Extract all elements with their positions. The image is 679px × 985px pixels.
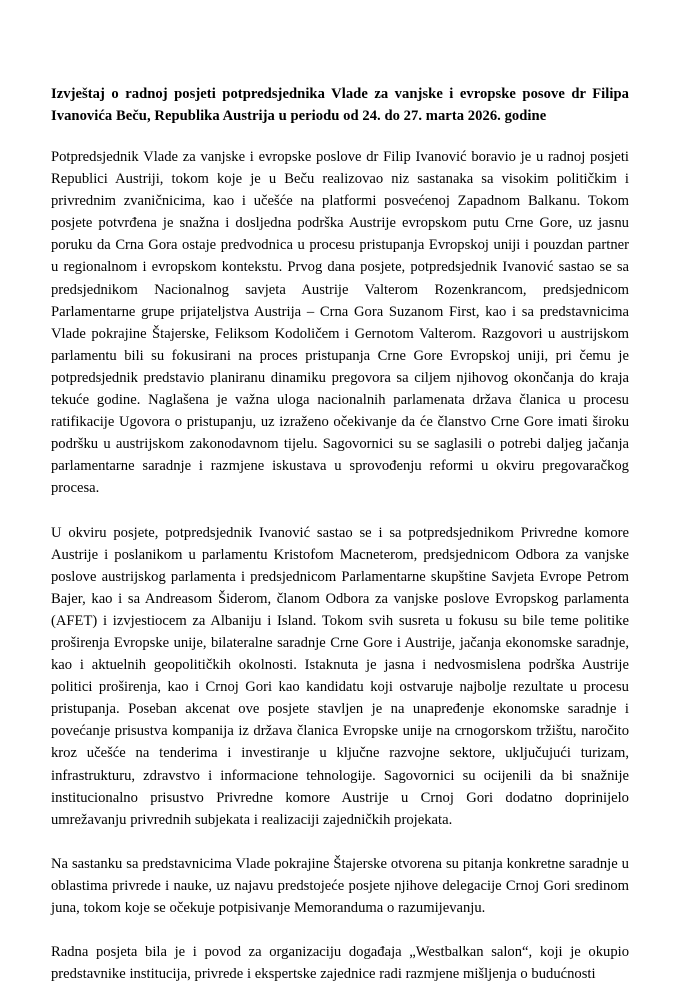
paragraph-3: Na sastanku sa predstavnicima Vlade pokrajine Štajerske otvorena su pitanja konkretne saradnje u oblastima privrede i nauke, uz najavu predstojeće posjete njihove delegacije Crnoj Gori sredinom juna, tokom koje se očekuje potpisivanje Memoranduma o razumijevanju.: [51, 855, 629, 916]
document-title: Izvještaj o radnoj posjeti potpredsjednika Vlade za vanjske i evropske posove dr Filipa Ivanovića Beču, Republika Austrija u periodu od 24. do 27. marta 2026. godine: [51, 86, 629, 124]
document-body: [51, 84, 629, 985]
paragraph-2: U okviru posjete, potpredsjednik Ivanović sastao se i sa potpredsjednikom Privredne komore Austrije i poslanikom u parlamentu Kristofom Macneterom, predsjednicom Odbora za vanjske poslove austrijskog parlamenta i predsjednicom Parlamentarne skupštine Savjeta Evrope Petrom Bajer, kao i sa Andreasom Šiderom, članom Odbora za vanjske poslove Evropskog parlamenta (AFET) i izvjestiocem za Albaniju i Island. Tokom svih susreta u fokusu su bile teme politike proširenja Evropske unije, bilateralne saradnje Crne Gore i Austrije, jačanja ekonomske saradnje, kao i aktuelnih geopolitičkih okolnosti. Istaknuta je jasna i nedvosmislena podrška Austrije politici proširenja, kao i Crnoj Gori kao kandidatu koji ostvaruje najbolje rezultate u procesu pristupanja. Poseban akcenat ove posjete stavljen je na unapređenje ekonomske saradnje i povećanje prisustva kompanija iz država članica Evropske unije na crnogorskom tržištu, naročito kroz učešće na tenderima i investiranje u ključne razvojne sektore, uključujući turizam, infrastrukturu, zdravstvo i informacione tehnologije. Sagovornici su ocijenili da bi snažnije institucionalno prisustvo Privredne komore Austrije u Crnoj Gori dodatno doprinijelo umrežavanju privrednih subjekata i realizaciji zajedničkih projekata.: [51, 524, 629, 828]
paragraph-1: Potpredsjednik Vlade za vanjske i evropske poslove dr Filip Ivanović boravio je u radnoj posjeti Republici Austriji, tokom koje je u Beču realizovao niz sastanaka sa visokim političkim i privrednim zvaničnicima, kao i učešće na platformi posvećenoj Zapadnom Balkanu. Tokom posjete potvrđena je snažna i dosljedna podrška Austrije evropskom putu Crne Gore, uz jasnu poruku da Crna Gora ostaje predvodnica u procesu pristupanja Evropskoj uniji i pouzdan partner u regionalnom i evropskom kontekstu. Prvog dana posjete, potpredsjednik Ivanović sastao se sa predsjednikom Nacionalnog savjeta Austrije Valterom Rozenkrancom, predsjednicom Parlamentarne grupe prijateljstva Austrija – Crna Gora Suzanom First, kao i sa predstavnicima Vlade pokrajine Štajerske, Feliksom Kodoličem i Gernotom Valterom. Razgovori u austrijskom parlamentu bili su fokusirani na proces pristupanja Crne Gore Evropskoj uniji, pri čemu je potpredsjednik predstavio planiranu dinamiku pregovora sa ciljem njihovog okončanja do kraja tekuće godine. Naglašena je važna uloga nacionalnih parlamenata država članica u procesu ratifikacije Ugovora o pristupanju, uz izraženo očekivanje da će članstvo Crne Gore imati široku podršku u austrijskom zakonodavnom tijelu. Sagovornici su se saglasili o potrebi daljeg jačanja parlamentarne saradnje i razmjene iskustava u sprovođenju reformi u okviru pregovaračkog procesa.: [51, 149, 629, 497]
paragraph-4: Radna posjeta bila je i povod za organizaciju događaja „Westbalkan salon“, koji je okupio predstavnike institucija, privrede i ekspertske zajednice radi razmjene mišljenja o budućnosti: [51, 944, 629, 983]
